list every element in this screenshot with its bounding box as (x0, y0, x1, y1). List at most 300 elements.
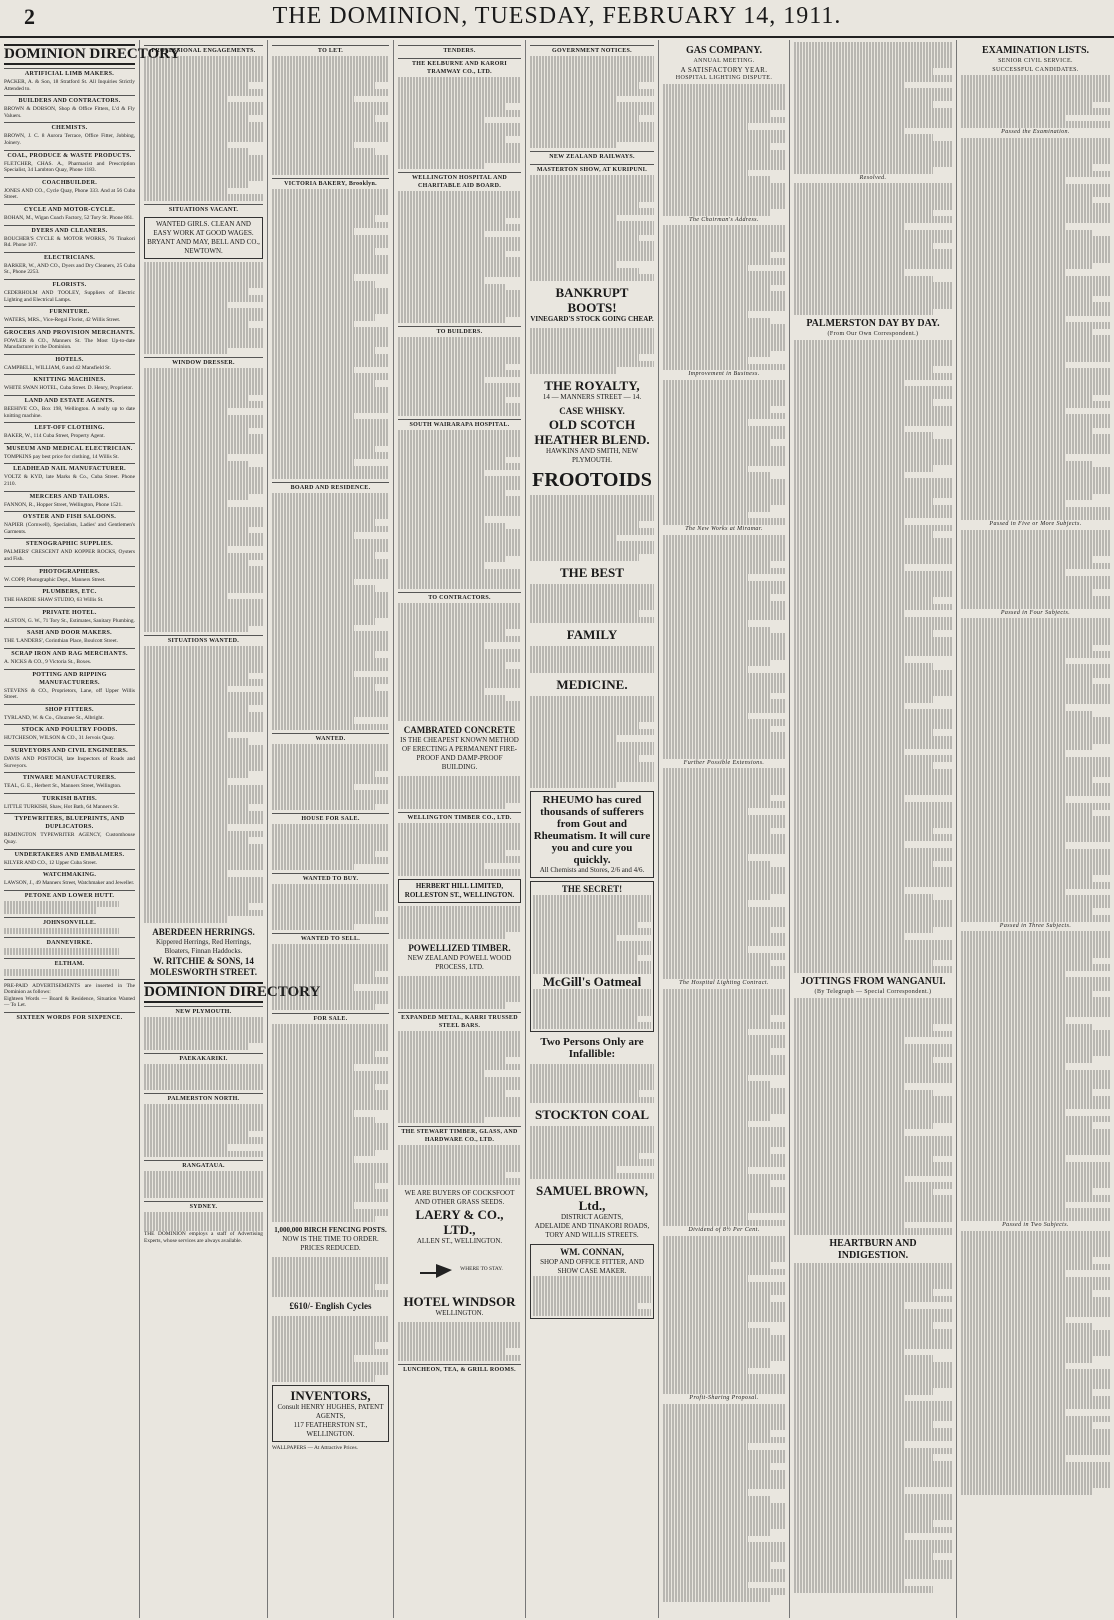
text-line (272, 612, 389, 619)
text-line (530, 248, 654, 255)
text-line (663, 130, 785, 137)
directory-listing: W. COPP, Photographic Dept., Manners Street. (4, 576, 106, 583)
text-line (663, 1295, 770, 1302)
text-line (530, 367, 617, 374)
text-line (530, 782, 617, 789)
text-block (663, 989, 785, 1226)
text-line (144, 513, 263, 520)
text-line (533, 1022, 651, 1029)
text-line (794, 1448, 952, 1455)
text-line (794, 1289, 933, 1296)
text-line (961, 269, 1065, 276)
text-line (533, 928, 651, 935)
text-line (663, 1180, 770, 1187)
text-line (663, 989, 785, 996)
text-line (961, 316, 1065, 323)
text-line (663, 693, 770, 700)
text-block (530, 1126, 654, 1179)
section-eltham: ELTHAM. (4, 958, 135, 968)
text-line (272, 1322, 389, 1329)
text-line (794, 465, 933, 472)
text-line (530, 56, 654, 63)
text-line (663, 1595, 770, 1602)
text-line (530, 729, 654, 736)
text-line (961, 289, 1110, 296)
text-line (398, 1031, 521, 1038)
text-line (144, 646, 263, 653)
section-to-let: TO LET. (272, 45, 389, 55)
text-line (530, 749, 654, 756)
text-line (663, 117, 785, 124)
text-line (663, 953, 785, 960)
text-line (961, 1162, 1110, 1169)
directory-section: SHOP FITTERS. (4, 704, 135, 714)
text-line (663, 732, 785, 739)
text-line (663, 1588, 785, 1595)
directory-listing: BOUCHER'S CYCLE & MOTOR WORKS, 76 Tinakori Rd. Phone 107. (4, 235, 135, 249)
text-line (398, 1077, 521, 1084)
text-line (530, 361, 654, 368)
text-line (794, 716, 952, 723)
text-line (144, 857, 263, 864)
text-line (794, 269, 905, 276)
rheumo-ad (530, 791, 654, 878)
text-line (663, 1147, 770, 1154)
text-line (794, 900, 952, 907)
text-line (961, 638, 1110, 645)
text-line (961, 938, 1110, 945)
text-line (144, 441, 263, 448)
text-line (663, 587, 785, 594)
text-line (794, 1209, 952, 1216)
text-line (961, 757, 1110, 764)
text-line (961, 631, 1110, 638)
text-line (144, 375, 263, 382)
text-line (663, 752, 785, 759)
text-line (272, 406, 389, 413)
text-line (272, 1130, 389, 1137)
directory-section: ARTIFICIAL LIMB MAKERS. (4, 68, 135, 78)
text-line (961, 480, 1110, 487)
text-line (272, 215, 375, 222)
text-block (398, 337, 521, 416)
dividend: Dividend of 8½ Per Cent. (688, 1227, 760, 1234)
text-line (961, 263, 1092, 270)
text-line (530, 334, 654, 341)
text-line (961, 1402, 1110, 1409)
text-line (272, 1264, 389, 1271)
directory-section: UNDERTAKERS AND EMBALMERS. (4, 849, 135, 859)
text-line (961, 958, 1092, 965)
text-line (533, 922, 637, 929)
text-line (794, 663, 933, 670)
text-line (663, 413, 785, 420)
text-line (663, 1302, 785, 1309)
text-line (794, 276, 933, 283)
text-line (794, 1070, 952, 1077)
text-line (530, 135, 654, 142)
text-line (144, 606, 263, 613)
directory-listing: BROWN & DOBSON, Shop & Office Fitters, L'd & Fly Valuers. (4, 106, 135, 119)
text-line (961, 217, 1110, 224)
text-line (398, 231, 484, 238)
text-line (144, 612, 263, 619)
medicine-heading: MEDICINE. (556, 676, 628, 692)
text-line (961, 944, 1110, 951)
text-line (533, 1002, 651, 1009)
text-line (272, 1110, 354, 1117)
text-line (663, 1134, 785, 1141)
text-line (398, 603, 521, 610)
text-line (794, 610, 905, 617)
text-line (272, 162, 389, 169)
text-line (794, 340, 952, 347)
text-line (272, 857, 389, 864)
directory-section: KNITTING MACHINES. (4, 374, 135, 384)
section-window-dresser: WINDOW DRESSER. (144, 357, 263, 367)
text-line (961, 856, 1110, 863)
text-line (663, 719, 785, 726)
text-line (272, 717, 354, 724)
text-line (272, 751, 389, 758)
text-line (272, 1136, 389, 1143)
text-line (663, 1088, 785, 1095)
text-line (272, 135, 389, 142)
text-line (144, 533, 263, 540)
text-line (272, 288, 389, 295)
text-line (961, 88, 1110, 95)
text-line (398, 1070, 484, 1077)
tramway-tender: THE KELBURNE AND KARORI TRAMWAY CO., LTD. (398, 58, 521, 76)
text-line (794, 366, 933, 373)
text-line (272, 1143, 389, 1150)
directory-section: SCRAP IRON AND RAG MERCHANTS. (4, 648, 135, 658)
text-line (398, 843, 521, 850)
frootoids-ad (530, 469, 654, 491)
text-line (272, 1084, 375, 1091)
text-line (961, 1083, 1110, 1090)
text-line (398, 682, 521, 689)
text-line (398, 123, 521, 130)
text-line (530, 702, 654, 709)
text-line (794, 907, 952, 914)
directory-section: STENOGRAPHIC SUPPLIES. (4, 538, 135, 548)
text-line (961, 1251, 1110, 1258)
text-line (663, 1368, 748, 1375)
text-line (272, 261, 389, 268)
text-line (794, 927, 933, 934)
text-line (794, 1083, 905, 1090)
text-line (272, 294, 389, 301)
text-line (663, 1476, 785, 1483)
directory-listing: HUTCHESON, WILSON & CO., 31 Jervois Quay. (4, 735, 115, 742)
text-line (398, 688, 484, 695)
text-line (530, 348, 654, 355)
text-line (398, 523, 506, 530)
text-line (398, 130, 521, 137)
text-line (530, 1097, 654, 1104)
text-line (663, 1536, 748, 1543)
text-line (272, 1270, 389, 1277)
text-line (663, 225, 785, 232)
text-line (144, 659, 263, 666)
text-line (272, 472, 389, 479)
text-line (961, 724, 1110, 731)
text-block (663, 535, 785, 759)
text-line (398, 1084, 521, 1091)
text-line (272, 155, 389, 162)
text-block (398, 191, 521, 323)
text-line (961, 783, 1110, 790)
wanganui-correspondent: (By Telegraph — Special Correspondent.) (814, 988, 932, 995)
text-line (272, 248, 375, 255)
best-heading: THE BEST (560, 564, 624, 580)
text-line (794, 1553, 933, 1560)
text-line (144, 348, 227, 355)
text-line (663, 1315, 785, 1322)
column-to-let (268, 40, 394, 1618)
text-line (272, 1336, 389, 1343)
text-line (272, 958, 389, 965)
text-line (663, 1048, 770, 1055)
text-line (663, 933, 785, 940)
directory-section: CYCLE AND MOTOR-CYCLE. (4, 204, 135, 214)
text-line (961, 1244, 1110, 1251)
directory-listing: LAWSON, J., 49 Manners Street, Watchmaker and Jeweller. (4, 880, 135, 887)
text-line (794, 940, 952, 947)
text-line (794, 617, 952, 624)
connan-sub: SHOP AND OFFICE FITTER, AND SHOW CASE MAKER. (540, 1258, 644, 1276)
text-line (663, 426, 785, 433)
directory-listing: TYRLAND, W. & Co., Ghuznee St., Albright. (4, 714, 104, 721)
text-line (144, 1124, 263, 1131)
text-line (144, 1118, 263, 1125)
powellized-firm: NEW ZEALAND POWELL WOOD PROCESS, LTD. (407, 953, 512, 971)
text-line (272, 658, 389, 665)
text-line (961, 596, 1110, 603)
text-line (663, 535, 785, 542)
text-line (794, 1428, 952, 1435)
text-line (144, 500, 227, 507)
text-line (272, 274, 354, 281)
laery-ad-firm: LAERY & CO., LTD., (415, 1206, 504, 1237)
text-line (794, 128, 905, 135)
text-line (794, 518, 905, 525)
frootoids-family (530, 627, 654, 642)
text-line (533, 1016, 637, 1023)
text-line (794, 1129, 905, 1136)
text-line (398, 636, 521, 643)
text-block (398, 1322, 521, 1362)
text-line (663, 1029, 748, 1036)
text-line (530, 528, 654, 535)
text-line (144, 282, 263, 289)
text-line (272, 625, 354, 632)
text-line (663, 351, 770, 358)
text-line (144, 63, 263, 70)
text-line (398, 1355, 521, 1362)
text-line (663, 775, 785, 782)
text-line (794, 1415, 952, 1422)
text-line (398, 789, 521, 796)
text-line (272, 56, 389, 63)
text-line (961, 414, 1110, 421)
text-line (961, 1270, 1065, 1277)
text-line (530, 653, 654, 660)
text-line (794, 1077, 952, 1084)
text-line (663, 265, 748, 272)
concrete-ad-title: CAMBRATED CONCRETE (403, 725, 516, 736)
text-block (961, 931, 1110, 1221)
text-line (272, 824, 389, 831)
text-line (961, 645, 1092, 652)
text-line (663, 472, 770, 479)
text-line (794, 1513, 952, 1520)
text-line (398, 932, 506, 939)
directory-listing: PALMERS' CRESCENT AND KOPPER ROCKS, Oysters and Fish. (4, 549, 135, 562)
text-line (794, 393, 952, 400)
two-persons-ad (530, 1036, 654, 1060)
text-line (530, 142, 617, 149)
text-line (663, 298, 785, 305)
text-line (398, 430, 521, 437)
text-line (144, 494, 249, 501)
text-line (794, 1202, 952, 1209)
text-line (794, 558, 952, 565)
text-line (144, 321, 249, 328)
text-line (144, 96, 227, 103)
text-line (144, 1064, 263, 1071)
text-line (794, 1335, 952, 1342)
text-line (663, 627, 770, 634)
text-line (144, 368, 263, 375)
passed-five-subjects: Passed in Five or More Subjects. (989, 520, 1082, 527)
text-line (663, 209, 770, 216)
text-line (272, 222, 389, 229)
text-line (533, 1289, 651, 1296)
text-line (272, 1163, 389, 1170)
text-line (663, 337, 785, 344)
text-line (794, 676, 952, 683)
text-line (663, 854, 748, 861)
text-line (794, 920, 952, 927)
text-line (663, 318, 770, 325)
text-line (961, 184, 1110, 191)
text-line (794, 1316, 952, 1323)
text-line (272, 651, 375, 658)
text-line (144, 520, 263, 527)
improvement-business: Improvement in Business. (688, 371, 760, 378)
text-line (272, 977, 389, 984)
text-line (961, 102, 1092, 109)
text-line (961, 1284, 1110, 1291)
text-line (272, 1277, 389, 1284)
text-line (530, 69, 654, 76)
text-block (272, 1024, 389, 1222)
text-line (961, 977, 1110, 984)
text-line (961, 816, 1110, 823)
text-line (144, 758, 263, 765)
text-line (272, 864, 354, 871)
text-line (663, 245, 785, 252)
fencing-ad-body: NOW IS THE TIME TO ORDER. PRICES REDUCED. (282, 1235, 379, 1253)
section-house-for-sale: HOUSE FOR SALE. (272, 813, 389, 823)
section-new-plymouth: NEW PLYMOUTH. (144, 1006, 263, 1016)
text-line (272, 997, 389, 1004)
text-line (144, 699, 263, 706)
text-line (144, 890, 263, 897)
text-line (530, 254, 654, 261)
text-line (272, 148, 375, 155)
text-line (663, 1275, 748, 1282)
text-line (272, 334, 389, 341)
text-line (530, 597, 654, 604)
text-line (530, 666, 654, 673)
text-line (961, 474, 1110, 481)
text-line (530, 175, 654, 182)
text-line (961, 1070, 1110, 1077)
text-line (272, 804, 375, 811)
text-line (530, 1064, 654, 1071)
text-line (961, 171, 1110, 178)
text-line (961, 421, 1110, 428)
text-line (398, 463, 521, 470)
text-line (794, 148, 952, 155)
text-line (144, 903, 249, 910)
text-line (663, 927, 770, 934)
frootoids-title: FROOTOIDS (532, 468, 652, 491)
samuel-brown-ad (530, 1183, 654, 1240)
text-line (961, 1356, 1092, 1363)
text-line (398, 562, 484, 569)
text-line (530, 76, 654, 83)
text-line (663, 1529, 770, 1536)
text-line (794, 867, 952, 874)
herring-ad-firm: W. RITCHIE & SONS, 14 MOLESWORTH STREET. (149, 956, 258, 978)
text-line (530, 189, 654, 196)
divider (4, 979, 135, 980)
text-line (272, 519, 375, 526)
text-line (4, 907, 96, 914)
text-line (272, 1064, 354, 1071)
section-to-builders: TO BUILDERS. (398, 326, 521, 336)
text-line (663, 1035, 785, 1042)
text-line (663, 960, 770, 967)
text-line (961, 915, 1110, 922)
text-line (794, 419, 952, 426)
text-line (794, 498, 933, 505)
text-line (794, 709, 952, 716)
laery-ad (398, 1189, 521, 1246)
text-line (144, 705, 249, 712)
text-line (794, 243, 933, 250)
text-line (663, 163, 785, 170)
text-line (961, 1376, 1110, 1383)
text-line (794, 1176, 905, 1183)
text-line (794, 1540, 952, 1547)
text-line (961, 556, 1092, 563)
text-line (398, 364, 506, 371)
text-line (663, 568, 785, 575)
text-line (398, 410, 521, 417)
directory-listing: FOWLER & CO., Manners St. The Most Up-to-date Manufacturer in the Dominion. (4, 337, 135, 351)
directory-section: OYSTER AND FISH SALOONS. (4, 511, 135, 521)
text-line (961, 461, 1092, 468)
text-line (794, 1149, 952, 1156)
text-line (530, 129, 654, 136)
laery-ad-address: ALLEN ST., WELLINGTON. (416, 1236, 503, 1245)
whisky-brand: OLD SCOTCH HEATHER BLEND. (534, 416, 650, 447)
